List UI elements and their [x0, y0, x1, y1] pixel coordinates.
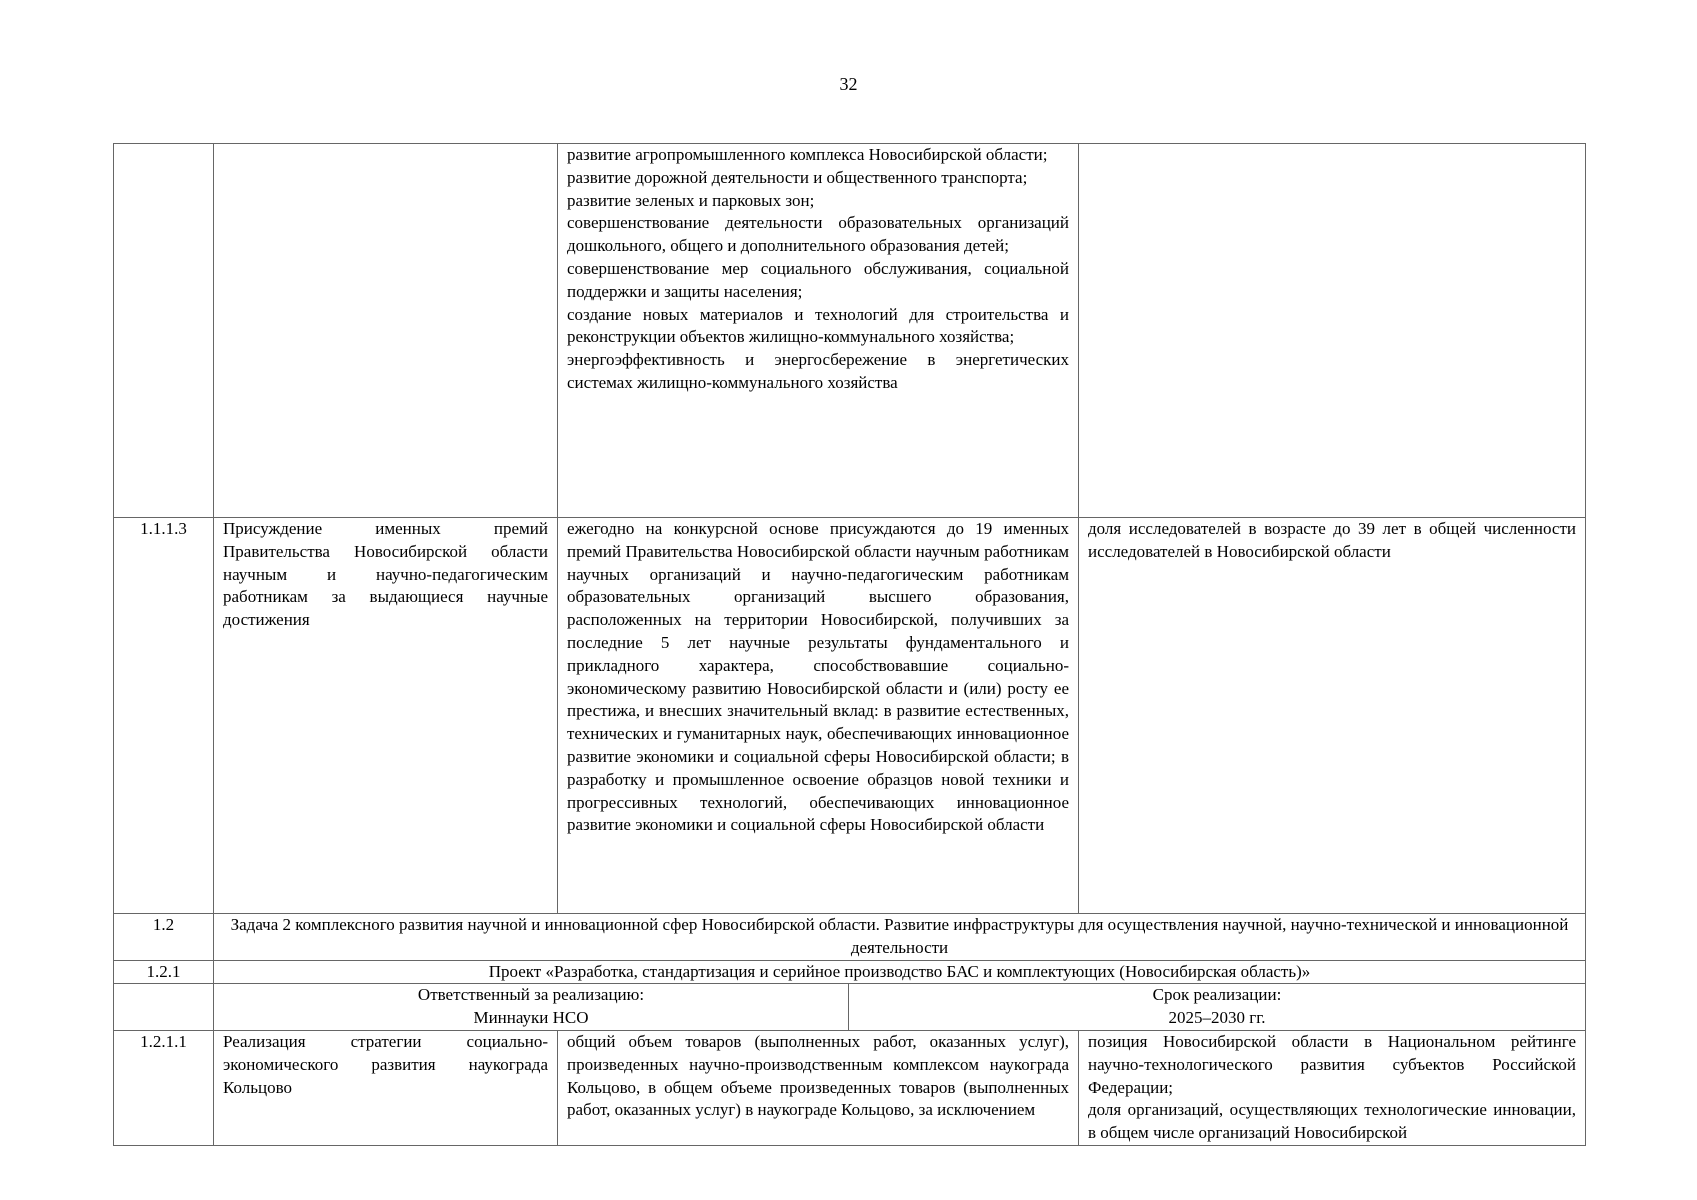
program-activities-table — [113, 143, 1586, 1146]
list-item: развитие дорожной деятельности и общественного транспорта; — [567, 167, 1028, 187]
activity-name-cell — [214, 144, 558, 518]
table-row — [114, 914, 1586, 961]
activity-name-cell: Присуждение именных премий Правительства Новосибирской области научным и научно-педагогическим работникам за выдающиеся научные достижения — [214, 518, 558, 914]
list-item: доля организаций, осуществляющих технологические инновации, в общем числе организаций Новосибирской — [1088, 1100, 1576, 1143]
table-row — [114, 518, 1586, 914]
responsible-value: Миннауки НСО — [473, 1008, 589, 1028]
row-number-cell: 1.2.1 — [114, 960, 214, 984]
task-title-cell: Задача 2 комплексного развития научной и инновационной сфер Новосибирской области. Развитие инфраструктуры для осуществления научной, научно-технической и инновационной деятельности — [214, 914, 1586, 961]
list-item: совершенствование мер социального обслуживания, социальной поддержки и защиты населения; — [567, 258, 1069, 301]
indicator-cell — [1079, 144, 1586, 518]
activity-description-cell: ежегодно на конкурсной основе присуждаются до 19 именных премий Правительства Новосибирской области научным работникам научных организаций и научно-педагогическим работникам образовательных организаций высшего образования, расположенных на территории Новосибирской, получивших за последние 5 лет научные результаты фундаментального и прикладного характера, способствовавшие социально-экономическому развитию Новосибирской области и (или) росту ее престижа, и внесших значительный вклад: в развитие естественных, технических и гуманитарных наук, обеспечивающих инновационное развитие экономики и социальной сферы Новосибирской области; в разработку и промышленное освоение образцов новой техники и прогрессивных технологий, обеспечивающих инновационное развитие экономики и социальной сферы Новосибирской области — [558, 518, 1079, 914]
list-item: развитие агропромышленного комплекса Новосибирской области; — [567, 145, 1048, 164]
row-number-cell — [114, 984, 214, 1031]
term-cell — [849, 984, 1586, 1031]
list-item: энергоэффективность и энергосбережение в энергетических системах жилищно-коммунального хозяйства — [567, 350, 1069, 392]
table-row — [114, 960, 1586, 984]
responsible-cell — [214, 984, 849, 1031]
activity-description-cell — [558, 144, 1079, 518]
list-item: позиция Новосибирской области в Национальном рейтинге научно-технологического развития субъектов Российской Федерации; — [1088, 1031, 1576, 1097]
row-number-cell: 1.2 — [114, 914, 214, 961]
term-value: 2025–2030 гг. — [1168, 1008, 1266, 1028]
activity-name-cell: Реализация стратегии социально-экономического развития наукограда Кольцово — [214, 1030, 558, 1145]
list-item: развитие зеленых и парковых зон; — [567, 190, 815, 210]
list-item: совершенствование деятельности образовательных организаций дошкольного, общего и дополнительного образования детей; — [567, 213, 1069, 256]
indicator-cell — [1079, 1030, 1586, 1145]
table-row — [114, 1030, 1586, 1145]
row-number-cell: 1.2.1.1 — [114, 1030, 214, 1145]
page-number: 32 — [839, 74, 858, 94]
indicator-cell: доля исследователей в возрасте до 39 лет в общей численности исследователей в Новосибирской области — [1079, 518, 1586, 914]
activity-description-cell: общий объем товаров (выполненных работ, оказанных услуг), произведенных научно-производственным комплексом наукограда Кольцово, в общем объеме произведенных товаров (выполненных работ, оказанных услуг) в наукограде Кольцово, за исключением — [558, 1030, 1079, 1145]
row-number-cell: 1.1.1.3 — [114, 518, 214, 914]
term-label: Срок реализации: — [1152, 985, 1282, 1005]
table-row — [114, 984, 1586, 1031]
project-title-cell: Проект «Разработка, стандартизация и серийное производство БАС и комплектующих (Новосибирская область)» — [214, 960, 1586, 984]
row-number-cell — [114, 144, 214, 518]
table-row — [114, 144, 1586, 518]
responsible-label: Ответственный за реализацию: — [417, 985, 645, 1005]
list-item: создание новых материалов и технологий для строительства и реконструкции объектов жилищно-коммунального хозяйства; — [567, 304, 1069, 347]
